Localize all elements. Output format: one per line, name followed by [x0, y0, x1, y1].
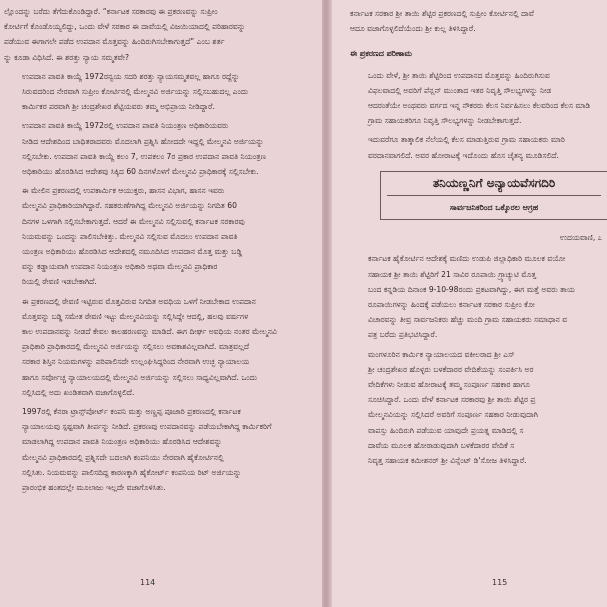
- clipping-subtitle: ಸಾರ್ವಜನಿಕರಿಂದ ಒಕ್ಕೊರಲ ಆಗ್ರಹ: [449, 203, 539, 213]
- right-intro-paragraph: [350, 6, 602, 36]
- text-line: ರಿಯಲ್ಲಿ ಠೇವಣಿ ಇಡಬೇಕಾಗಿದೆ.: [22, 277, 97, 287]
- text-line: ಗ್ರಾಮ ಸಹಾಯಕರಿಗೂ ನಿವೃತ್ತಿ ಸೌಲಭ್ಯಗಳನ್ನು ನೀಡಬೇಕಾಗುತ್ತದೆ.: [368, 116, 522, 126]
- left-paragraph: [4, 118, 310, 179]
- text-line: ಕಾಲ ಉಪದಾನವನ್ನು ನೀಡದೆ ಕೇವಲ ಕಾಲಹರಣವನ್ನು ಮಾಡಿದೆ. ಈಗ ದೀರ್ಘ ಅವಧಿಯ ನಂತರ ಮೇಲ್ಮನವಿ: [22, 327, 277, 337]
- left-paragraph: [4, 4, 310, 65]
- text-line: ನ್ಯಾಯಾಲಯವು ಸ್ಪಷ್ಟವಾಗಿ ತೀರ್ಪನ್ನು ನೀಡಿದೆ. ಪ್ರಕರಣವು ಉಪದಾನವನ್ನು ಪಡೆಯಬೇಕಾಗಿದ್ದ ಕಾರ್ಮಿಕರಿಗೆ: [22, 422, 272, 432]
- text-line: ಮಂಗಳೂರಿನ ಕಾರ್ಮಿಕ ನ್ಯಾಯಾಲಯದ ವಕೀಲರಾದ ಶ್ರೀ ಎಸ್: [368, 349, 515, 359]
- text-line: ನೀಡಿದ ಆದೇಶದಿಂದ ಬಾಧಿತರಾದವರು ಮೊದಲಾಗಿ ಪ್ರಶ್ನಿಸಿ ಹೋದದೇ ಇದ್ದಲ್ಲಿ ಮೇಲ್ಮನವಿ ಅರ್ಜಿಯನ್ನು: [22, 136, 264, 146]
- right-paragraph-2: [350, 132, 602, 162]
- text-line: ಸಲ್ಲಿಸಬೇಕು. ಉಪದಾನ ಪಾವತಿ ಕಾಯ್ದೆ ಕಲಂ 7, ಉಪಕಲಂ 7ರ ಪ್ರಕಾರ ಉಪದಾನ ಪಾವತಿ ನಿಯಂತ್ರಣ: [22, 151, 266, 161]
- text-line: ಪಡೆಯುವ ಈಗಾಗಲೇ ಪಡೆದ ಉಪದಾನ ಮೊತ್ತವನ್ನು ಹಿಂದಿರುಗಿಸಬೇಕಾಗುತ್ತದೆ” ಎಂಬ ಶರ್ತ: [4, 37, 225, 47]
- right-paragraph-3: [350, 251, 602, 342]
- text-line: ದಿನಗಳ ಒಳಗಾಗಿ ಸಲ್ಲಿಸಬೇಕಾಗುತ್ತದೆ. ಆದರೆ ಈ ಮೇಲ್ಮನವಿ ಸಲ್ಲಿಸುವಲ್ಲಿ ಕರ್ನಾಟಕ ಸರಕಾರವು: [22, 216, 245, 226]
- text-line: ಇದುವರೆಗೂ ತಾತ್ಕಾಲಿಕ ನೆಲೆಯಲ್ಲಿ ಕೆಲಸ ಮಾಡುತ್ತಿರುವ ಗ್ರಾಮ ಸಹಾಯಕರು ಮಾರಿ: [368, 135, 565, 145]
- text-line: ಕಾರ್ಮಿಕರ ಪರವಾಗಿ ಶ್ರೀ ಚಂದ್ರಶೇಖರ ಶೆಟ್ಟಿಯವರು ತಮ್ಮ ಅಭಿಪ್ರಾಯ ನೀಡಿದ್ದಾರೆ.: [22, 102, 215, 112]
- section-heading: ಈ ಪ್ರಕರಣದ ಪರಿಣಾಮ: [350, 49, 412, 59]
- text-line: ಮೇಲ್ಮನವಿ ಪ್ರಾಧಿಕಾರದಲ್ಲಿ ಪ್ರಶ್ನಿಸದೇ ಬದಲಾಗಿ ಕಂಪನಿಯು ನೇರವಾಗಿ ಹೈಕೋರ್ಟಿನಲ್ಲಿ: [22, 452, 224, 462]
- text-line: ಪತ್ರ ಬರೆದು ಪ್ರತಿಭಟಿಸಿದ್ದಾರೆ.: [368, 330, 438, 340]
- text-line: ನ್ನು ಕೂಡಾ ವಿಧಿಸಿದೆ. ಈ ಶರತ್ತು ನ್ಯಾಯ ಸಮ್ಮತವೇ?: [4, 52, 130, 62]
- text-line: ಸೂಚಿಸಿದ್ದಾರೆ. ಒಂದು ವೇಳೆ ಕರ್ನಾಟಕ ಸರಕಾರವು ಶ್ರೀ ತಾಯಿ ಶೆಟ್ಟಿರ ಪ್ರ: [368, 395, 536, 405]
- left-page-text: [4, 4, 310, 499]
- text-line: ವಾಪಸ್ಸು ಹಿಂದಿರುಗಿ ಪಡೆಯುವ ಯಾವುದೇ ಪ್ರಯತ್ನ ಮಾಡಿದಲ್ಲಿ ಸ: [368, 425, 524, 435]
- text-line: ಉಪದಾನ ಪಾವತಿ ಕಾಯ್ದೆ 1972ರಲ್ಲಿ ಉಪದಾನ ಪಾವತಿ ನಿಯಂತ್ರಣ ಅಧಿಕಾರಿಯವರು: [22, 121, 229, 131]
- text-line: ದಾವೆಯ ಮೂಲಕ ಹೋರಾಡುವುದಾಗಿ ಬಳಕೆದಾರರ ವೇದಿಕೆ ಸ: [368, 440, 515, 450]
- text-line: ನಿಯಮವನ್ನು ಒಂದನ್ನು ಪಾಲಿಸಬೇಕಿತ್ತು. ಮೇಲ್ಮನವಿ ಸಲ್ಲಿಸುವ ಮೊದಲು ಉಪದಾನ ಪಾವತಿ: [22, 231, 238, 241]
- clipping-title: ತನಿಯಣ್ಣನಿಗೆ ಅನ್ಯಾಯವೆಸಗದಿರಿ: [387, 176, 601, 196]
- text-line: ಈ ಪ್ರಕರಣದಲ್ಲಿ ಠೇವಣಿ ಇಟ್ಟಿರುವ ಮೊತ್ತವಿರುವ ನಿಗದಿತ ಅವಧಿಯ ಒಳಗೆ ನೀಡಬೇಕಾದ ಉಪದಾನ: [22, 296, 256, 306]
- text-line: ಅಧಿಕಾರಿಯು ಹೊರಡಿಸಿದ ಆದೇಶವು ಸಿಕ್ಕಿದ 60 ದಿನಗಳೊಳಗೆ ಮೇಲ್ಮನವಿ ಪ್ರಾಧಿಕಾರಕ್ಕೆ ಸಲ್ಲಿಸಬೇಕು.: [22, 167, 259, 177]
- left-paragraph: [4, 183, 310, 289]
- left-paragraph: [4, 69, 310, 115]
- text-line: ಮೇಲ್ಮನವಿಯನ್ನು ಸಲ್ಲಿಸಿದರೆ ಅವರಿಗೆ ಸಂಪೂರ್ಣ ಸಹಕಾರ ನೀಡುವುದಾಗಿ: [368, 410, 538, 420]
- text-line: ಬಂದ ಕನ್ನಡಿಯ ದಿನಾಂಕ 9-10-98ರಂದು ಪ್ರಕಟವಾಗಿದ್ದು, ಈಗ ಮತ್ತೆ ಅವರು ತಾಯ: [368, 284, 575, 294]
- text-line: ಈ ಮೇಲಿನ ಪ್ರಕರಣದಲ್ಲಿ ಉಪಕಾರ್ಮಿಕ ಆಯುಕ್ತರು, ಹಾಸನ ವಿಭಾಗ, ಹಾಸನ ಇವರು: [22, 186, 225, 196]
- text-line: ಮೇಲ್ಮನವಿ ಪ್ರಾಧಿಕಾರಿಯಾಗಿದ್ದಾರೆ. ಸಹಕರುಣೆಗಾಗಿದ್ದ ಮೇಲ್ಮನವಿ ಅರ್ಜಿಯನ್ನು ನಿಗದಿತ 60: [22, 201, 237, 211]
- text-line: ಉಪದಾನ ಪಾವತಿ ಕಾಯ್ದೆ 1972ರನ್ವಯ ಸದರಿ ಶರತ್ತು ನ್ಯಾಯಸಮ್ಮತವಲ್ಲ ಹಾಗೂ ರದ್ದೆನ್ನು: [22, 71, 240, 81]
- text-line: ವಿಫಲವಾದಲ್ಲಿ ಅವರಿಗೆ ಪೆನ್ಷನ್ ಮುಂತಾದ ಇತರ ನಿವೃತ್ತಿ ಸೌಲಭ್ಯಗಳನ್ನು ನೀಡ: [368, 85, 552, 95]
- clipping-dateline: ಉದಯವಾಣಿ, ೭: [559, 233, 602, 243]
- right-page-number: 115: [492, 578, 508, 587]
- text-line: ನಿವೃತ್ತ ಸಹಾಯಕ ಕಮೀಶನರ್ ಶ್ರೀ ವಿನ್ಸೆಂಟ್ ಡಿ'ಸೋಜ ತಿಳಿಸಿದ್ದಾರೆ.: [368, 456, 527, 466]
- text-line: ಸಹಾಯಕ ಶ್ರೀ ತಾಯಿ ಶೆಟ್ಟಿರಿಗೆ 21 ಸಾವಿರ ರೂಪಾಯಿ ಗ್ರ್ಯಾಚ್ಯುಟಿ ಮೊತ್ತ: [368, 269, 537, 279]
- text-line: ವರದಾನವಾಗಲಿದೆ. ಅವರ ಹೋರಾಟಕ್ಕೆ ಇದೊಂದು ಹೊಸ ಚೈತನ್ಯ ಮೂಡಿಸಲಿದೆ.: [368, 150, 559, 160]
- left-paragraph: [4, 294, 310, 400]
- text-line: ಒಂದು ವೇಳೆ, ಶ್ರೀ ತಾಯಿ ಶೆಟ್ಟಿರಿಂದ ಉಪದಾನದ ಮೊತ್ತವನ್ನು ಹಿಂದಿರುಗಿಸುವ: [368, 70, 550, 80]
- text-line: ಶ್ರೀ ಚಂದ್ರಶೇಖರ ಹೊಳ್ಳರು ಬಳಕೆದಾರರ ವೇದಿಕೆಯನ್ನು ಸಂಪರ್ಕಿಸಿ ಅರ: [368, 364, 534, 374]
- right-page-text: [350, 6, 602, 472]
- text-line: ರೂಪಾಯಿಗಳನ್ನು ಹಿಂದಕ್ಕೆ ಪಡೆಯಲು ಕರ್ನಾಟಕ ಸರಕಾರ ಸುಪ್ರೀಂ ಕೋ: [368, 300, 535, 310]
- right-paragraph-1: [350, 68, 602, 129]
- text-line: ಸಲ್ಲಿಸಿತು. ನಿಯಮವನ್ನು ಪಾಲಿಸದಿದ್ದ ಕಾರಣಕ್ಕಾಗಿ ಹೈಕೋರ್ಟ್ ಕಂಪನಿಯ ರಿಟ್ ಅರ್ಜಿಯನ್ನು: [22, 467, 242, 477]
- text-line: ಮಾಡಲಾಗಿದ್ದ ಉಪದಾನ ಪಾವತಿ ನಿಯಂತ್ರಣ ಅಧಿಕಾರಿಯು ಹೊರಡಿಸಿದ ಆದೇಶವನ್ನು: [22, 437, 222, 447]
- text-line: ಕೋರ್ಟಿಗೆ ಕೊಂಡೊಯ್ಯಲಿದ್ದು, ಒಂದು ವೇಳೆ ಸರಕಾರ ಈ ದಾವೆಯಲ್ಲಿ ವಿಜಯಿಯಾದಲ್ಲಿ ಪರಿಹಾರವನ್ನು: [4, 22, 246, 32]
- text-line: ಹಾಗೂ ಸರ್ವೋಚ್ಚ ನ್ಯಾಯಾಲಯದಲ್ಲಿ ಮೇಲ್ಮನವಿ ಅರ್ಜಿಯನ್ನು ಸಲ್ಲಿಸಲು ಸಾಧ್ಯವಿಲ್ಲವಾಗಿದೆ. ಒಂದು: [22, 372, 258, 382]
- text-line: ವೇದಿಕೆಗಳು ನೀಡುವ ಹೋರಾಟಕ್ಕೆ ತಮ್ಮ ಸಂಪೂರ್ಣ ಸಹಕಾರ ಹಾಗೂ: [368, 380, 530, 390]
- left-page-number: 114: [140, 578, 156, 587]
- text-line: ಆದೂ ವಜಾಗೊಳ್ಳಲಿದೆಯೆಂದು ಶ್ರೀ ಕುಲ್ಲ ತಿಳಿಸಿದ್ದಾರೆ.: [350, 24, 476, 34]
- text-line: ಪ್ರಾರಂಭಿಕ ಹಂತದಲ್ಲೇ ಮೂಲಾಜು ಇಲ್ಲದೇ ವಜಾಗೊಳಿಸಿತು.: [22, 483, 166, 493]
- text-line: ಪ್ರಾಧಿಕಾರಿ ಪ್ರಾಧಿಕಾರದಲ್ಲಿ ಮೇಲ್ಮನವಿ ಅರ್ಜಿಯನ್ನು ಸಲ್ಲಿಸಲು ಅವಕಾಶವಿಲ್ಲವಾಗಿದೆ. ಮಾತ್ರವಲ್ಲದೆ: [22, 342, 250, 352]
- text-line: ಯಂತ್ರಣ ಅಧಿಕಾರಿಯು ಹೊರಡಿಸಿದ ಆದೇಶದಲ್ಲಿ ನಮೂದಿಸಿದ ಉಪದಾನ ಮೊತ್ತ ಮತ್ತು ಬಡ್ಡಿ: [22, 247, 243, 257]
- text-line: ಆದರಂತೆಯೇ ಅಂಥವರು ವರ್ಗದ ಇನ್ನ ನೌಕರರು ಕೆಲಸ ನಿರ್ವಹಿಸಲು ಕೆಲವರಿಂದ ಕೆಲಸ ಮಾಡಿ: [368, 101, 591, 111]
- text-line: ಕರ್ನಾಟಕ ಹೈಕೋರ್ಟಿನ ಆದೇಶಕ್ಕೆ ಮಣಿದು ಉಡುಪಿ ಜಿಲ್ಲಾಧಿಕಾರಿ ಮೂಲಕ ವಯೋ: [368, 254, 566, 264]
- text-line: ಸಲ್ಲಿಸಿದಲ್ಲಿ ಅದು ಖಂಡಿತವಾಗಿ ವಜಾಗೊಳ್ಳಲಿದೆ.: [22, 387, 135, 397]
- text-line: ವನ್ನು ಕಡ್ಡಾಯವಾಗಿ ಉಪದಾನ ನಿಯಂತ್ರಣ ಅಧಿಕಾರಿ ಅಥವಾ ಮೇಲ್ಮನವಿ ಪ್ರಾಧಿಕಾರ: [22, 262, 218, 272]
- text-line: ಸಿರುವದರಿಂದ ನೇರವಾಗಿ ಸುಪ್ರೀಂ ಕೋರ್ಟಿನಲ್ಲಿ ಮೇಲ್ಮನವಿ ಅರ್ಜಿಯನ್ನು ಸಲ್ಲಿಸಬಹುದಲ್ಲ ಎಂದು: [22, 87, 249, 97]
- text-line: ಸರಕಾರ ಶಿಸ್ತಿನ ನಿಯಮಗಳನ್ನು ಪರಿಪಾಲಿಸದೇ ಉಲ್ಲಂಘಿಸಿದ್ದರಿಂದ ನೇರವಾಗಿ ಉಚ್ಛ ನ್ಯಾಯಾಲಯ: [22, 357, 250, 367]
- text-line: ವಿಚಾರವನ್ನು ತೀವ್ರ ಸಾರ್ವಜನಿಕರು ಹೆಚ್ಚು ಮಂದಿ ಗ್ರಾಮ ಸಹಾಯಕರು ಸಮಾಧಾನ ವ: [368, 315, 568, 325]
- text-line: ಕರ್ನಾಟಕ ಸರಕಾರ ಶ್ರೀ ತಾಯಿ ಶೆಟ್ಟಿರ ಪ್ರಕರಣದಲ್ಲಿ ಸುಪ್ರೀಂ ಕೋರ್ಟಿನಲ್ಲಿ ದಾವೆ: [350, 9, 534, 18]
- right-page: [332, 0, 607, 607]
- news-clipping-box: [380, 171, 607, 220]
- text-line: ಮೊತ್ತವನ್ನು ಬಡ್ಡಿ ಸಮೇತ ಠೇವಣಿ ಇಟ್ಟು ಮೇಲ್ಮನವಿಯನ್ನು ಸಲ್ಲಿಸಿದ್ದೇ ಆದಲ್ಲಿ, ಹಲವು ವರ್ಷಗಳ: [22, 311, 249, 321]
- text-line: 1997ರಲ್ಲಿ ಕೆನರಾ ಟ್ರಾನ್ಸ್‌ಪೋರ್ಟ್ ಕಂಪನಿ ಮತ್ತು ಅಣ್ಣಪ್ಪ ಪೂಜಾರಿ ಪ್ರಕರಣದಲ್ಲಿ ಕರ್ನಾಟಕ: [22, 407, 241, 417]
- right-paragraph-4: [350, 347, 602, 469]
- left-paragraph: [4, 404, 310, 495]
- book-gutter: [322, 0, 332, 607]
- text-line: ಲ್ಲೊಂದನ್ನು ಬರೆದು ತೆಗೆದುಕೊಂಡಿದ್ದಾರೆ. “ಕರ್ನಾಟಕ ಸರಕಾರವು ಈ ಪ್ರಕರಣವನ್ನು ಸುಪ್ರೀಂ: [4, 7, 218, 16]
